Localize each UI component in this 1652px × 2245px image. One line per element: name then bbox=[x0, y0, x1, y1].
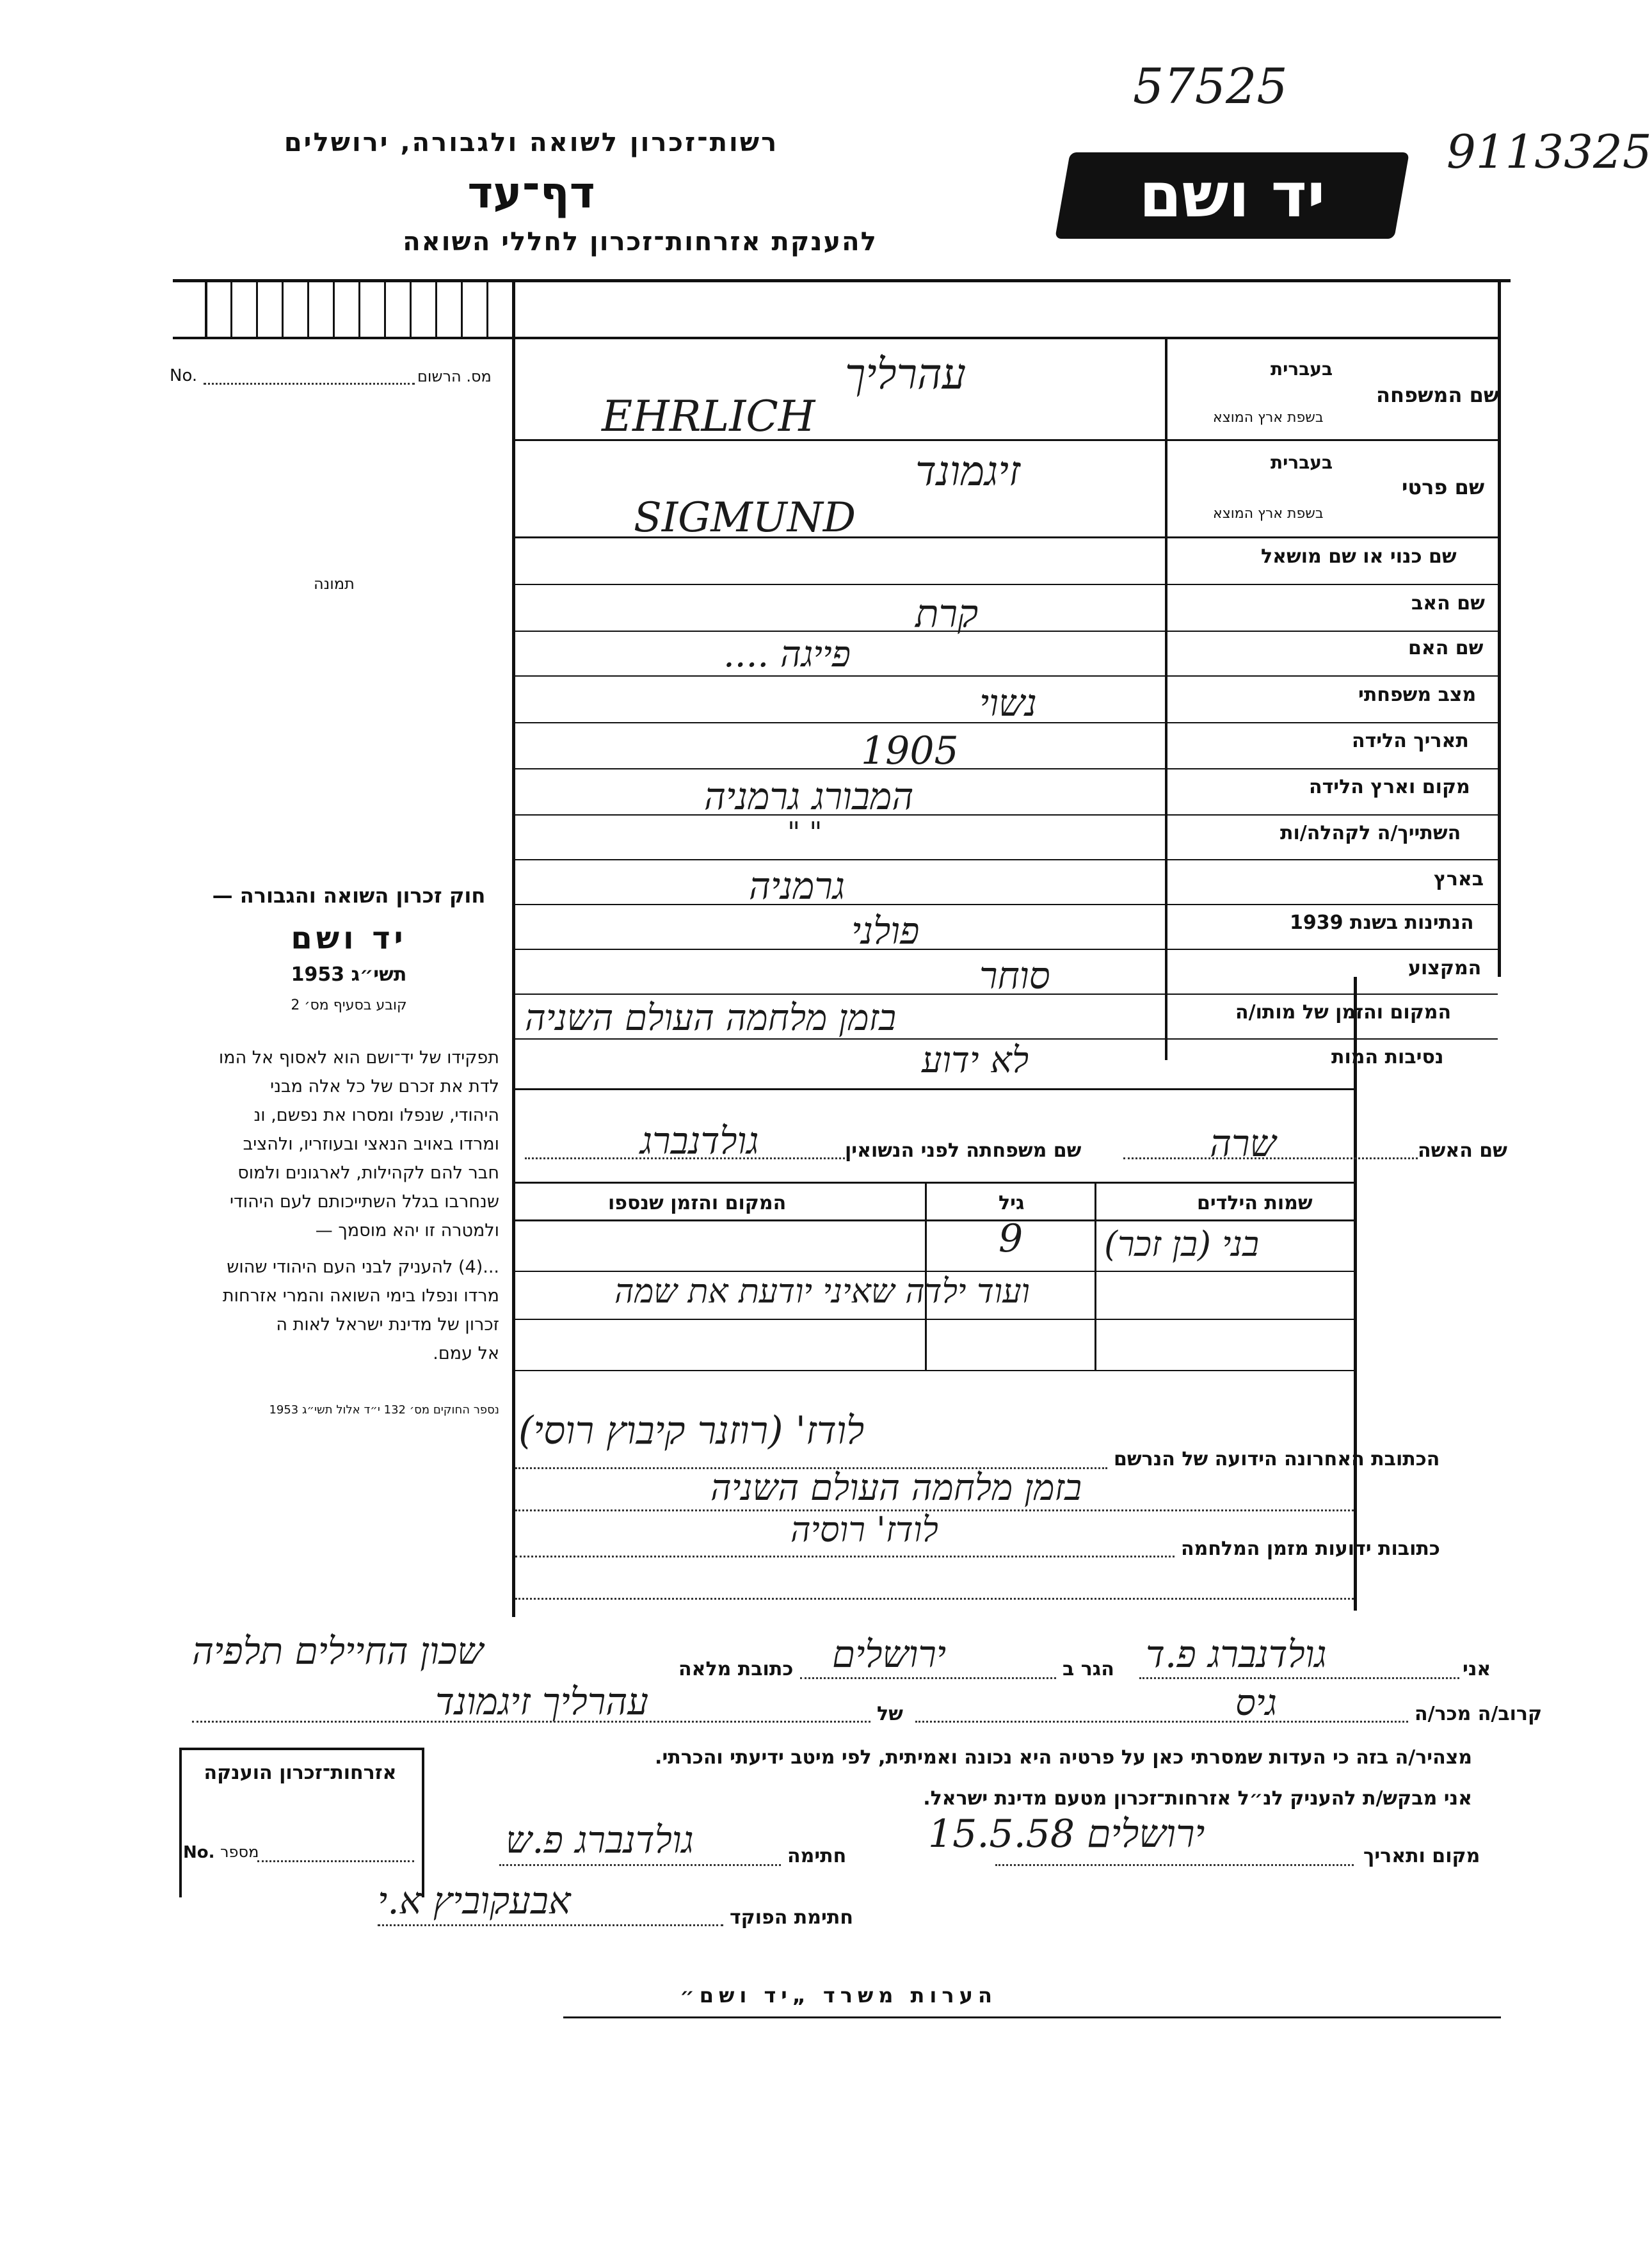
declarant-of-name: עהרליך זיגמונד bbox=[435, 1680, 649, 1723]
birth-date-label: תאריך הלידה bbox=[1352, 730, 1469, 752]
law-body bbox=[173, 1043, 499, 1368]
profession-label: המקצוע bbox=[1408, 957, 1482, 979]
death-place-time-value: בזמן מלחמה העולם השניה bbox=[525, 997, 897, 1039]
family-name-sub-origin: בשפת ארץ המוצא bbox=[1213, 410, 1324, 426]
yad-vashem-logo bbox=[1055, 152, 1409, 239]
wartime-addresses-label: כתובות ידועות מזמן המלחמה bbox=[1181, 1538, 1440, 1560]
declarant-address-label: כתובת מלאה bbox=[678, 1658, 794, 1680]
authority-title: רשות־זכרון לשואה ולגבורה, ירושלים bbox=[284, 128, 779, 157]
law-line: ולמטרה זו יהא מוסמך — bbox=[315, 1221, 499, 1241]
country-label: בארץ bbox=[1434, 868, 1484, 890]
first-name-label: שם פרטי bbox=[1402, 475, 1485, 499]
registration-label: מס. הרשום bbox=[417, 367, 492, 385]
law-line: לדת את זכרם של כל אלה מבני bbox=[270, 1077, 499, 1097]
law-name: יד ושם bbox=[291, 921, 407, 956]
logo-text: יד ושם bbox=[1139, 159, 1326, 231]
citizenship-box-number-label: מספר bbox=[220, 1843, 259, 1861]
declarant-relation-label: קרוב/ה מכר/ה bbox=[1415, 1703, 1543, 1725]
children-header-place: המקום והזמן שנספו bbox=[608, 1192, 787, 1214]
first-name-hebrew: זיגמונד bbox=[915, 448, 1020, 495]
family-name-origin: EHRLICH bbox=[602, 392, 815, 441]
community-label: השתייך/ה לקהלה/ות bbox=[1280, 822, 1461, 844]
citizenship-box-title: אזרחות־זכרון הוענקה bbox=[204, 1762, 397, 1784]
officer-signature: אבעקוביץ א.י bbox=[378, 1879, 571, 1922]
wife-maiden-value: גולדנברג bbox=[640, 1119, 759, 1163]
citizenship-1939-label: הנתינות בשנת 1939 bbox=[1290, 912, 1474, 934]
wife-maiden-label: שם משפחתה לפני הנשואין bbox=[845, 1139, 1082, 1162]
declaration-line-1: מצהיר/ה בזה כי העדות שמסרתי כאן על פרטיה היא נכונה ואמיתית, לפי מיטב ידיעתי והכרתי. bbox=[655, 1746, 1472, 1769]
declarant-name: גולדנברג פ.ד bbox=[1146, 1632, 1327, 1676]
mother-label: שם האם bbox=[1408, 637, 1484, 659]
law-line: זכרון של מדינת ישראל לאות ה bbox=[276, 1315, 499, 1335]
law-line: תפקידו של יד־ושם הוא לאסוף אל המו bbox=[218, 1048, 499, 1068]
first-name-origin: SIGMUND bbox=[634, 494, 856, 542]
law-line: שנחרבו בגלל השתייכותם לעם היהודי bbox=[229, 1192, 499, 1212]
father-value: קרת bbox=[915, 591, 979, 636]
nickname-label: שם כנוי או שם מושאל bbox=[1261, 545, 1457, 568]
country-value: גרמניה bbox=[749, 864, 846, 908]
side-number: 9113325 bbox=[1447, 125, 1652, 179]
declarant-relation: גיס bbox=[1235, 1682, 1278, 1724]
law-line: ומרדו באויב הנאצי ובעוזריו, ולהציב bbox=[243, 1134, 499, 1154]
death-place-time-label: המקום והזמן של מותו/ה bbox=[1235, 1001, 1452, 1024]
law-line: היהודי, שנפלו ומסרו את נפשם, ונ bbox=[253, 1106, 499, 1125]
declarant-i-label: אני bbox=[1463, 1658, 1491, 1680]
law-line: חבר להם לקהילות, לארגונים ולמוס bbox=[237, 1163, 499, 1183]
wife-name-label: שם האשה bbox=[1418, 1139, 1507, 1162]
birth-date-value: 1905 bbox=[861, 728, 959, 773]
law-year: תשי״ג 1953 bbox=[291, 963, 407, 986]
office-remarks: הערות משרד „יד ושם״ bbox=[680, 1983, 997, 2008]
child-1-age: 9 bbox=[998, 1216, 1023, 1261]
mother-value: פייגה .... bbox=[723, 634, 851, 675]
family-name-label: שם המשפחה bbox=[1376, 383, 1500, 407]
children-header-age: גיל bbox=[998, 1192, 1025, 1214]
photo-label: תמונה bbox=[314, 575, 355, 593]
citizenship-box-no: No. bbox=[183, 1843, 215, 1862]
place-date-value: ירושלים 15.5.58 bbox=[928, 1812, 1205, 1856]
father-label: שם האב bbox=[1411, 592, 1485, 615]
law-line: אל עמם. bbox=[433, 1344, 499, 1364]
wartime-addresses-value: לודז' רוסיה bbox=[790, 1509, 938, 1550]
registration-label-en: No. bbox=[170, 366, 198, 385]
last-address-value: לודז' (רוזנר קיבוץ רוסי) bbox=[518, 1408, 865, 1453]
children-header-names: שמות הילדים bbox=[1197, 1192, 1313, 1214]
marital-status-label: מצב משפחתי bbox=[1358, 684, 1477, 706]
family-name-sub-he: בעברית bbox=[1271, 358, 1333, 380]
declarant-city: ירושלים bbox=[832, 1632, 947, 1676]
birth-place-label: מקום וארץ הלידה bbox=[1309, 776, 1470, 798]
marital-status-value: נשוי bbox=[979, 681, 1037, 725]
place-date-label: מקום ותאריך bbox=[1363, 1845, 1480, 1867]
form-subtitle: להענקת אזרחות־זכרון לחללי השואה bbox=[403, 227, 878, 257]
citizenship-1939-value: פולני bbox=[851, 909, 920, 953]
declarant-address: שכון החיילים תלפיה bbox=[192, 1629, 484, 1673]
declarant-of-label: של bbox=[877, 1703, 903, 1725]
child-1-name: בני (בן זכר) bbox=[1104, 1224, 1259, 1264]
wife-name-value: שרה bbox=[1210, 1122, 1276, 1165]
corner-number: 57525 bbox=[1133, 58, 1288, 115]
law-title: חוק זכרון השואה והגבורה — bbox=[212, 883, 486, 908]
officer-signature-label: חתימת הפוקד bbox=[730, 1906, 853, 1929]
first-name-sub-he: בעברית bbox=[1271, 452, 1333, 473]
profession-value: סוחר bbox=[979, 954, 1050, 997]
community-value: " " bbox=[787, 816, 822, 849]
last-address-value-2: בזמן מלחמה העולם השניה bbox=[710, 1467, 1082, 1509]
declarant-resides-label: הגר ב bbox=[1063, 1658, 1114, 1680]
signature-value: גולדנברג פ.ש bbox=[506, 1818, 694, 1862]
law-footnote: נספר החוקים מס׳ 132 י״ד אלול תשי״ג 1953 bbox=[269, 1403, 499, 1417]
birth-place-value: המבורג גרמניה bbox=[704, 775, 914, 818]
death-circumstances-value: לא ידוע bbox=[922, 1040, 1029, 1081]
child-2-name: ועוד ילדה שאיני יודעת את שמה bbox=[614, 1273, 1030, 1311]
death-circumstances-label: נסיבות המות bbox=[1331, 1046, 1444, 1068]
last-address-label: הכתובת האחרונה הידועה של הנרשם bbox=[1114, 1448, 1440, 1470]
law-line: מרדו ונפלו בימי השואה והמרי אזרחות bbox=[222, 1286, 499, 1306]
family-name-hebrew: עהרליך bbox=[845, 350, 966, 399]
law-clause: קובע בסעיף מס׳ 2 bbox=[291, 997, 407, 1013]
law-line: ...(4) להעניק לבני העם היהודי שהוש bbox=[227, 1257, 499, 1277]
declaration-line-2: אני מבקש/ת להעניק לנ״ל אזרחות־זכרון מטעם מדינת ישראל. bbox=[923, 1787, 1472, 1810]
citizenship-granted-box bbox=[179, 1748, 424, 1897]
signature-label: חתימה bbox=[787, 1845, 847, 1867]
form-title: דף־עד bbox=[467, 168, 595, 218]
first-name-sub-origin: בשפת ארץ המוצא bbox=[1213, 506, 1324, 522]
